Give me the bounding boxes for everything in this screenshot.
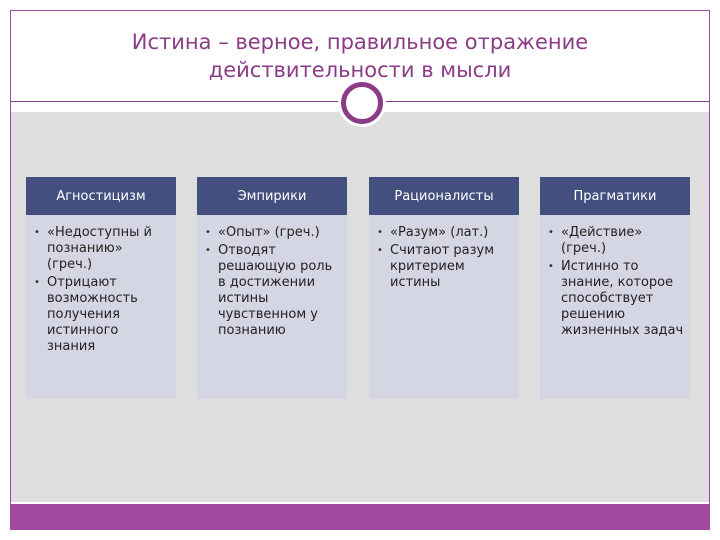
bullet-icon: • — [34, 227, 40, 238]
column-body — [540, 215, 690, 399]
bullet-item — [203, 225, 341, 241]
bullet-item — [375, 225, 513, 241]
bullet-item — [546, 259, 684, 339]
slide-title: Истина – верное, правильное отражение действительности в мысли — [131, 30, 589, 82]
bullet-icon: • — [548, 227, 554, 238]
bullet-icon: • — [377, 227, 383, 238]
column-pragmatists — [540, 177, 690, 399]
column-body — [26, 215, 176, 399]
bullet-icon: • — [205, 227, 211, 238]
bullet-text: «Опыт» (греч.) — [218, 225, 320, 240]
column-header: Прагматики — [540, 177, 690, 215]
column-body — [369, 215, 519, 399]
bullet-list — [546, 225, 684, 339]
bullet-text: «Действие» (греч.) — [561, 225, 643, 256]
bullet-text: Считают разум критерием истины — [390, 243, 495, 290]
column-header: Рационалисты — [369, 177, 519, 215]
bullet-text: «Недоступны й познанию» (греч.) — [47, 225, 152, 272]
column-header: Эмпирики — [197, 177, 347, 215]
column-body — [197, 215, 347, 399]
bullet-item — [32, 275, 170, 355]
bullet-item — [375, 243, 513, 291]
bullet-item — [546, 225, 684, 257]
bullet-list — [375, 225, 513, 291]
column-rationalists — [369, 177, 519, 399]
bullet-text: Отводят решающую роль в достижении истины чувственном у познанию — [218, 243, 333, 338]
column-empiricists — [197, 177, 347, 399]
bullet-list — [203, 225, 341, 339]
bullet-list — [32, 225, 170, 355]
bullet-icon: • — [548, 261, 554, 272]
bullet-text: Истинно то знание, которое способствует решению жизненных задач — [561, 259, 684, 338]
column-header: Агностицизм — [26, 177, 176, 215]
bullet-item — [32, 225, 170, 273]
column-agnosticism — [26, 177, 176, 399]
bottom-accent-bar — [11, 504, 709, 529]
bullet-icon: • — [377, 245, 383, 256]
bullet-item — [203, 243, 341, 339]
bullet-text: Отрицают возможность получения истинного знания — [47, 275, 138, 354]
circle-ornament-icon — [341, 82, 383, 124]
bullet-text: «Разум» (лат.) — [390, 225, 489, 240]
bullet-icon: • — [34, 277, 40, 288]
bullet-icon: • — [205, 245, 211, 256]
